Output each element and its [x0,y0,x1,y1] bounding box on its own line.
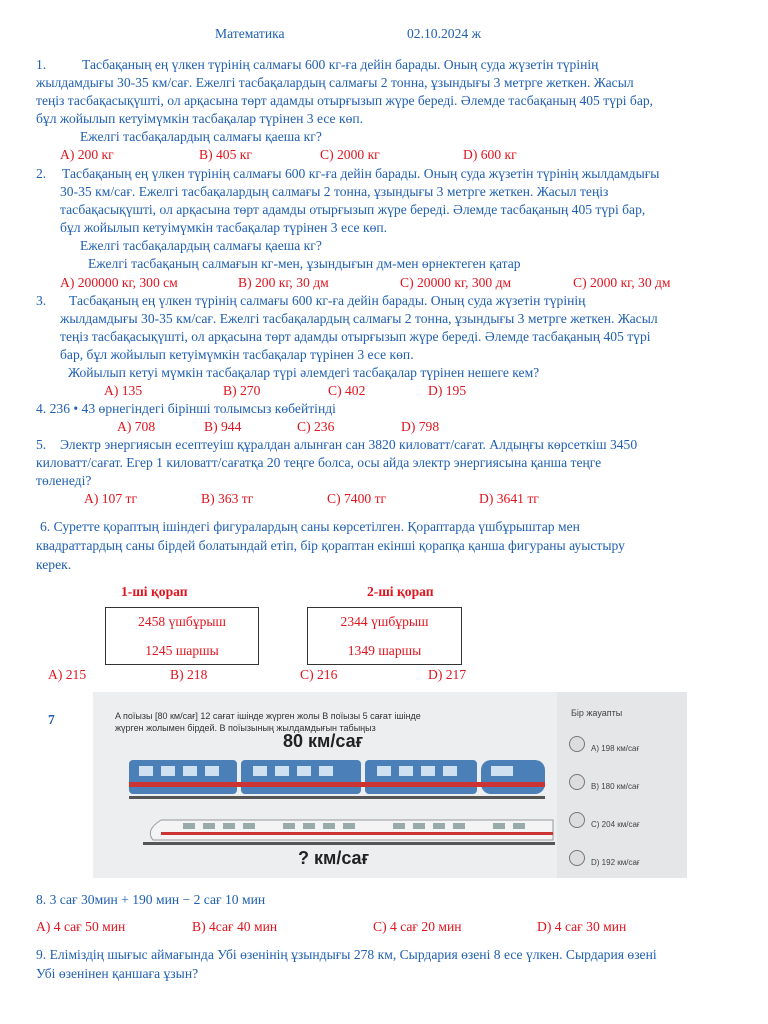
q1-line-2: жылдамдығы 30-35 км/сағ. Ежелгі тасбақалардың салмағы 2 тонна, ұзындығы 3 метрге жеткен. Жасыл [36,75,634,90]
q5-option-b[interactable]: B) 363 тг [201,491,254,506]
q2-number: 2. [36,166,47,181]
q1-option-d[interactable]: D) 600 кг [463,147,517,162]
q2-question: Ежелгі тасбақалардың салмағы қаеша кг? [80,238,322,253]
q1-option-c[interactable]: C) 2000 кг [320,147,380,162]
q2-option-a[interactable]: A) 200000 кг, 300 см [60,275,178,290]
q4-option-d[interactable]: D) 798 [401,419,440,434]
q1-option-b[interactable]: B) 405 кг [199,147,252,162]
q1-line-3: теңіз тасбақасықүшті, ол арқасына төрт адамды отырғызып жүре береді. Әлемде тасбақаның 405 түрі бар, [36,93,654,108]
q3-option-d[interactable]: D) 195 [428,383,467,398]
box1-squares: 1245 шаршы [145,643,219,658]
box2-title: 2-ші қорап [367,584,434,599]
q5-line-2: киловатт/сағат. Егер 1 киловатт/сағатқа 20 теңге болса, осы айда электр энергиясына қанша теңге [36,455,602,470]
q3-option-b[interactable]: B) 270 [223,383,261,398]
q7-train-photo [93,692,687,878]
q3-option-c[interactable]: C) 402 [328,383,366,398]
q9-line-1: 9. Еліміздің шығыс аймағында Убі өзенінің ұзындығы 278 км, Сырдария өзені 8 есе үлкен. Сырдария өзені [36,947,657,962]
q2-line-3: тасбақасықүшті, ол арқасына төрт адамды отырғызып жүре береді. Әлемде тасбақаның 405 түрі бар, [60,202,646,217]
q5-line-3: төленеді? [36,473,92,488]
q4-option-b[interactable]: B) 944 [204,419,242,434]
q2-option-b[interactable]: B) 200 кг, 30 дм [238,275,329,290]
q8-option-d[interactable]: D) 4 сағ 30 мин [537,919,627,934]
date-label: 02.10.2024 ж [407,26,481,41]
q2-line-1: Тасбақаның ең үлкен түрінің салмағы 600 кг-ға дейін барады. Оның суда жүзетін түрінің жылдамдығы [62,166,660,181]
q2-line-2: 30-35 км/сағ. Ежелгі тасбақалардың салмағы 2 тонна, ұзындығы 3 метрге жеткен. Жасыл теңіз [60,184,609,199]
q6-option-a[interactable]: A) 215 [48,667,87,682]
q3-line-2: жылдамдығы 30-35 км/сағ. Ежелгі тасбақалардың салмағы 2 тонна, ұзындығы 3 метрге жеткен. Жасыл [60,311,658,326]
q5-option-d[interactable]: D) 3641 тг [479,491,539,506]
speed-bottom-label: ? км/сағ [298,848,370,868]
q2-question-2: Ежелгі тасбақаның салмағын кг-мен, ұзындығын дм-мен өрнектеген қатар [88,256,521,271]
q8-option-b[interactable]: B) 4сағ 40 мин [192,919,278,934]
q4-option-a[interactable]: A) 708 [117,419,156,434]
panel-title: Бір жауапты [571,708,623,718]
q7-option-c[interactable]: C) 204 км/сағ [591,820,640,829]
q3-question: Жойылып кетуі мүмкін тасбақалар түрі әлемдегі тасбақалар түрінен нешеге кем? [68,365,540,380]
q1-line-4: бұл жойылып кетуімүмкін тасбақалар түрінен 3 есе көп. [36,111,364,126]
q1-number: 1. [36,57,47,72]
q3-line-3: теңіз тасбақасықүшті, ол арқасына төрт адамды отырғызып жүре береді. Әлемде тасбақаның 405 түрі [60,329,651,344]
q1-line-1: Тасбақаның ең үлкен түрінің салмағы 600 кг-ға дейін барады. Оның суда жүзетін түрінің [82,57,599,72]
q9-line-2: Убі өзенінен қаншаға ұзын? [36,966,199,981]
q6-option-c[interactable]: C) 216 [300,667,338,682]
q5-number: 5. [36,437,47,452]
box2-squares: 1349 шаршы [347,643,422,658]
q2-line-4: бұл жойылып кетуімүмкін тасбақалар түрінен 3 есе көп. [60,220,388,235]
q3-line-4: бар, бұл жойылып кетуімүмкін тасбақалар түрінен 3 есе көп. [60,347,414,362]
white-train-icon [143,810,563,850]
q6-line-1: 6. Суретте қораптың ішіндегі фигуралардың саны көрсетілген. Қораптарда үшбұрыштар мен [40,519,580,534]
answer-panel [557,692,687,878]
q7-option-d[interactable]: D) 192 км/сағ [591,858,640,867]
q2-option-c[interactable]: C) 20000 кг, 300 дм [400,275,512,290]
q3-number: 3. [36,293,47,308]
q7-number: 7 [48,712,55,727]
q6-option-b[interactable]: B) 218 [170,667,208,682]
q2-option-d[interactable]: C) 2000 кг, 30 дм [573,275,671,290]
q6-line-2: квадраттардың саны бірдей болатындай етіп, бір қораптан екінші қорапқа қанша фигураны ауыстыру [36,538,625,553]
photo-text-1: A поїызы [80 км/сағ] 12 сағат ішінде жүрген жолы B поїызы 5 сағат ішінде [115,711,421,721]
box1-title: 1-ші қорап [121,584,188,599]
q8-text: 8. 3 сағ 30мин + 190 мин − 2 сағ 10 мин [36,892,266,907]
q6-option-d[interactable]: D) 217 [428,667,467,682]
q3-line-1: Тасбақаның ең үлкен түрінің салмағы 600 кг-ға дейін барады. Оның суда жүзетін түрінің [69,293,586,308]
q7-radio-d[interactable] [569,850,585,866]
box1 [105,607,259,665]
q5-line-1: Электр энергиясын есептеуіш құралдан алынған сан 3820 киловатт/сағат. Алдыңғы көрсеткіш 3450 [60,437,638,452]
box2 [307,607,462,665]
photo-text-2: жүрген жолымен бірдей. B поїызының жылдамдығын табыңыз [115,723,376,733]
q7-option-b[interactable]: B) 180 км/сағ [591,782,640,791]
q7-option-a[interactable]: A) 198 км/сағ [591,744,640,753]
q5-option-a[interactable]: A) 107 тг [84,491,138,506]
q4-option-c[interactable]: C) 236 [297,419,335,434]
blue-train-icon [129,754,549,804]
q3-option-a[interactable]: A) 135 [104,383,143,398]
q7-radio-b[interactable] [569,774,585,790]
subject-title: Математика [215,26,285,41]
q6-line-3: керек. [36,557,72,572]
box2-triangles: 2344 үшбұрыш [340,614,429,629]
box1-triangles: 2458 үшбұрыш [138,614,226,629]
q7-radio-c[interactable] [569,812,585,828]
q5-option-c[interactable]: C) 7400 тг [327,491,387,506]
q4-text: 4. 236 • 43 өрнегіндегі бірінші толымсыз көбейтінді [36,401,336,416]
q1-question: Ежелгі тасбақалардың салмағы қаеша кг? [80,129,322,144]
q8-option-a[interactable]: A) 4 сағ 50 мин [36,919,126,934]
q1-option-a[interactable]: A) 200 кг [60,147,114,162]
q8-option-c[interactable]: C) 4 сағ 20 мин [373,919,462,934]
speed-top-label: 80 км/сағ [283,731,364,751]
q7-radio-a[interactable] [569,736,585,752]
